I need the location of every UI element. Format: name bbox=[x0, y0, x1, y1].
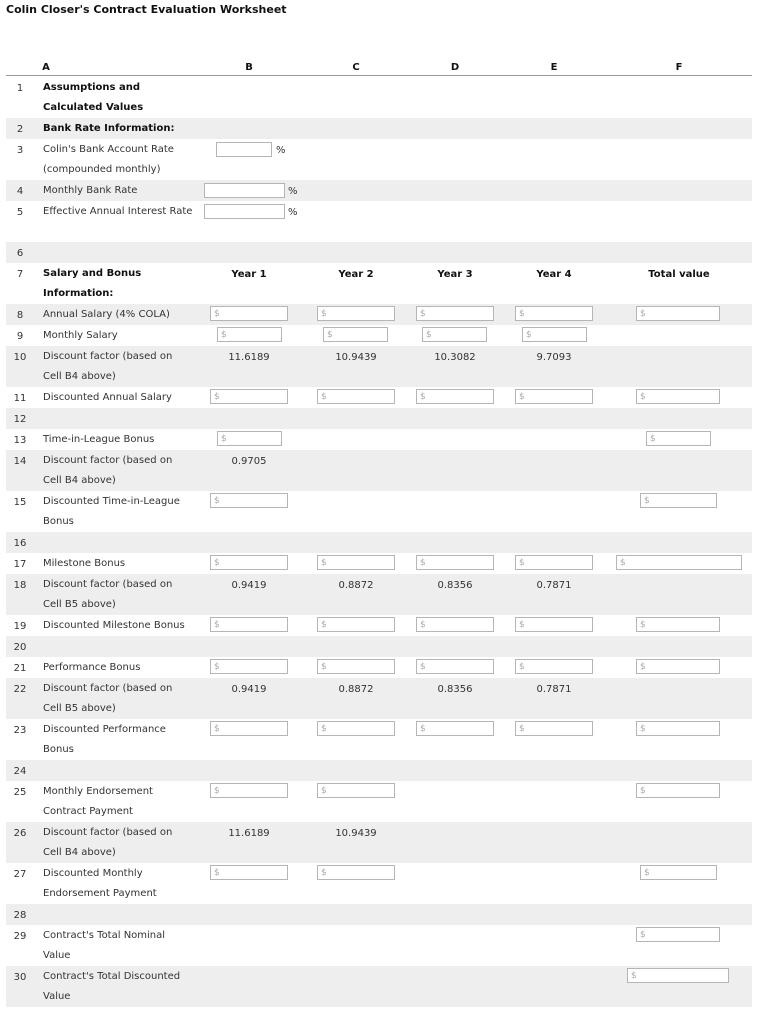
discounted-time-in-league-year1-input[interactable]: $ bbox=[210, 493, 288, 508]
row-number: 14 bbox=[13, 456, 27, 467]
row-label: Discounted Monthly Endorsement Payment bbox=[43, 868, 157, 899]
row-number: 15 bbox=[13, 497, 27, 508]
row-label: Colin's Bank Account Rate (compounded monthly) bbox=[43, 144, 174, 175]
row-label: Performance Bonus bbox=[43, 662, 141, 673]
worksheet-title: Colin Closer's Contract Evaluation Worksheet bbox=[6, 3, 287, 16]
row-label: Contract's Total Nominal Value bbox=[43, 930, 166, 961]
row-label: Discounted Performance Bonus bbox=[43, 724, 166, 755]
monthly-salary-year3-input[interactable]: $ bbox=[422, 327, 487, 342]
header-divider bbox=[6, 75, 752, 76]
endorsement-payment-year2-input[interactable]: $ bbox=[317, 783, 395, 798]
performance-bonus-year3-input[interactable]: $ bbox=[416, 659, 494, 674]
total-nominal-value-input[interactable]: $ bbox=[636, 927, 720, 942]
row-label: Monthly Endorsement Contract Payment bbox=[43, 786, 153, 817]
row-label: Discount factor (based on Cell B4 above) bbox=[43, 351, 173, 382]
discount-factor-value: 10.9439 bbox=[335, 352, 377, 363]
percent-sign: % bbox=[276, 145, 286, 156]
row-number: 13 bbox=[13, 435, 27, 446]
row-label: Monthly Bank Rate bbox=[43, 185, 138, 196]
year-1-header: Year 1 bbox=[231, 269, 267, 280]
row-number: 5 bbox=[16, 207, 24, 218]
row-label: Assumptions and Calculated Values bbox=[43, 82, 144, 113]
row-label: Bank Rate Information: bbox=[43, 123, 175, 134]
row-number: 23 bbox=[13, 725, 27, 736]
row-label: Time-in-League Bonus bbox=[43, 434, 155, 445]
discounted-performance-year3-input[interactable]: $ bbox=[416, 721, 494, 736]
discount-factor-value: 0.7871 bbox=[536, 580, 572, 591]
percent-sign: % bbox=[288, 186, 298, 197]
column-header-f: F bbox=[675, 62, 683, 73]
row-label: Annual Salary (4% COLA) bbox=[43, 309, 170, 320]
column-header-a: A bbox=[42, 62, 50, 73]
discount-factor-value: 0.9705 bbox=[231, 456, 267, 467]
row-number: 30 bbox=[13, 972, 27, 983]
row-label: Discount factor (based on Cell B4 above) bbox=[43, 827, 173, 858]
row-number: 7 bbox=[16, 269, 24, 280]
column-header-b: B bbox=[245, 62, 253, 73]
discount-factor-value: 9.7093 bbox=[536, 352, 572, 363]
row-label: Contract's Total Discounted Value bbox=[43, 971, 181, 1002]
time-in-league-bonus-year1-input[interactable]: $ bbox=[217, 431, 282, 446]
row-number: 29 bbox=[13, 931, 27, 942]
row-number: 4 bbox=[16, 186, 24, 197]
row-number: 27 bbox=[13, 869, 27, 880]
performance-bonus-year2-input[interactable]: $ bbox=[317, 659, 395, 674]
column-header-e: E bbox=[550, 62, 558, 73]
discounted-salary-year1-input[interactable]: $ bbox=[210, 389, 288, 404]
monthly-salary-year4-input[interactable]: $ bbox=[522, 327, 587, 342]
row-label: Salary and Bonus Information: bbox=[43, 268, 142, 299]
milestone-bonus-year1-input[interactable]: $ bbox=[210, 555, 288, 570]
annual-salary-year2-input[interactable]: $ bbox=[317, 306, 395, 321]
discount-factor-value: 11.6189 bbox=[228, 352, 270, 363]
row-number: 20 bbox=[13, 642, 27, 653]
total-value-header: Total value bbox=[648, 269, 710, 280]
row-number: 8 bbox=[16, 310, 24, 321]
discounted-salary-year3-input[interactable]: $ bbox=[416, 389, 494, 404]
discounted-performance-year4-input[interactable]: $ bbox=[515, 721, 593, 736]
row-number: 26 bbox=[13, 828, 27, 839]
row-band bbox=[6, 904, 752, 925]
annual-salary-year1-input[interactable]: $ bbox=[210, 306, 288, 321]
monthly-salary-year2-input[interactable]: $ bbox=[323, 327, 388, 342]
annual-salary-year4-input[interactable]: $ bbox=[515, 306, 593, 321]
row-number: 9 bbox=[16, 331, 24, 342]
row-number: 17 bbox=[13, 559, 27, 570]
discount-factor-value: 0.8872 bbox=[338, 580, 374, 591]
year-2-header: Year 2 bbox=[338, 269, 374, 280]
endorsement-payment-total-input[interactable]: $ bbox=[636, 783, 720, 798]
row-number: 11 bbox=[13, 393, 27, 404]
discount-factor-value: 11.6189 bbox=[228, 828, 270, 839]
annual-salary-total-input[interactable]: $ bbox=[636, 306, 720, 321]
discounted-performance-total-input[interactable]: $ bbox=[636, 721, 720, 736]
discount-factor-value: 0.8872 bbox=[338, 684, 374, 695]
annual-salary-year3-input[interactable]: $ bbox=[416, 306, 494, 321]
row-number: 22 bbox=[13, 684, 27, 695]
row-band bbox=[6, 242, 752, 263]
row-number: 2 bbox=[16, 124, 24, 135]
row-label: Monthly Salary bbox=[43, 330, 118, 341]
row-label: Discount factor (based on Cell B4 above) bbox=[43, 455, 173, 486]
effective-annual-rate-input[interactable] bbox=[204, 204, 285, 219]
percent-sign: % bbox=[288, 207, 298, 218]
performance-bonus-total-input[interactable]: $ bbox=[636, 659, 720, 674]
row-number: 25 bbox=[13, 787, 27, 798]
discounted-milestone-year2-input[interactable]: $ bbox=[317, 617, 395, 632]
discount-factor-value: 10.3082 bbox=[434, 352, 476, 363]
monthly-bank-rate-input[interactable] bbox=[204, 183, 285, 198]
monthly-salary-year1-input[interactable]: $ bbox=[217, 327, 282, 342]
row-band bbox=[6, 760, 752, 781]
discounted-endorsement-total-input[interactable]: $ bbox=[640, 865, 717, 880]
row-label: Milestone Bonus bbox=[43, 558, 126, 569]
total-discounted-value-input[interactable]: $ bbox=[627, 968, 729, 983]
row-number: 18 bbox=[13, 580, 27, 591]
discounted-milestone-total-input[interactable]: $ bbox=[636, 617, 720, 632]
row-label: Discount factor (based on Cell B5 above) bbox=[43, 683, 173, 714]
row-number: 3 bbox=[16, 145, 24, 156]
discounted-performance-year2-input[interactable]: $ bbox=[317, 721, 395, 736]
discount-factor-value: 0.9419 bbox=[231, 684, 267, 695]
year-4-header: Year 4 bbox=[536, 269, 572, 280]
discounted-milestone-year4-input[interactable]: $ bbox=[515, 617, 593, 632]
performance-bonus-year1-input[interactable]: $ bbox=[210, 659, 288, 674]
row-label: Discounted Time-in-League Bonus bbox=[43, 496, 180, 527]
row-band bbox=[6, 408, 752, 429]
discount-factor-value: 0.9419 bbox=[231, 580, 267, 591]
row-label: Discounted Annual Salary bbox=[43, 392, 172, 403]
row-number: 1 bbox=[16, 83, 24, 94]
column-header-d: D bbox=[450, 62, 460, 73]
row-number: 6 bbox=[16, 248, 24, 259]
row-band bbox=[6, 532, 752, 553]
discounted-salary-total-input[interactable]: $ bbox=[636, 389, 720, 404]
endorsement-payment-year1-input[interactable]: $ bbox=[210, 783, 288, 798]
discounted-endorsement-year2-input[interactable]: $ bbox=[317, 865, 395, 880]
discount-factor-value: 0.8356 bbox=[437, 684, 473, 695]
performance-bonus-year4-input[interactable]: $ bbox=[515, 659, 593, 674]
discounted-endorsement-year1-input[interactable]: $ bbox=[210, 865, 288, 880]
row-number: 10 bbox=[13, 352, 27, 363]
discounted-salary-year2-input[interactable]: $ bbox=[317, 389, 395, 404]
column-header-c: C bbox=[352, 62, 360, 73]
row-number: 21 bbox=[13, 663, 27, 674]
discount-factor-value: 10.9439 bbox=[335, 828, 377, 839]
discount-factor-value: 0.8356 bbox=[437, 580, 473, 591]
discounted-salary-year4-input[interactable]: $ bbox=[515, 389, 593, 404]
discounted-time-in-league-total-input[interactable]: $ bbox=[640, 493, 717, 508]
row-number: 19 bbox=[13, 621, 27, 632]
row-number: 16 bbox=[13, 538, 27, 549]
row-label: Discount factor (based on Cell B5 above) bbox=[43, 579, 173, 610]
discounted-milestone-year1-input[interactable]: $ bbox=[210, 617, 288, 632]
milestone-bonus-year4-input[interactable]: $ bbox=[515, 555, 593, 570]
row-number: 24 bbox=[13, 766, 27, 777]
milestone-bonus-total-input[interactable]: $ bbox=[616, 555, 742, 570]
milestone-bonus-year3-input[interactable]: $ bbox=[416, 555, 494, 570]
row-number: 12 bbox=[13, 414, 27, 425]
row-label: Effective Annual Interest Rate bbox=[43, 206, 193, 217]
year-3-header: Year 3 bbox=[437, 269, 473, 280]
row-label: Discounted Milestone Bonus bbox=[43, 620, 185, 631]
time-in-league-bonus-total-input[interactable]: $ bbox=[646, 431, 711, 446]
milestone-bonus-year2-input[interactable]: $ bbox=[317, 555, 395, 570]
discounted-performance-year1-input[interactable]: $ bbox=[210, 721, 288, 736]
bank-account-rate-input[interactable] bbox=[216, 142, 272, 157]
discounted-milestone-year3-input[interactable]: $ bbox=[416, 617, 494, 632]
row-band bbox=[6, 636, 752, 657]
discount-factor-value: 0.7871 bbox=[536, 684, 572, 695]
row-number: 28 bbox=[13, 910, 27, 921]
